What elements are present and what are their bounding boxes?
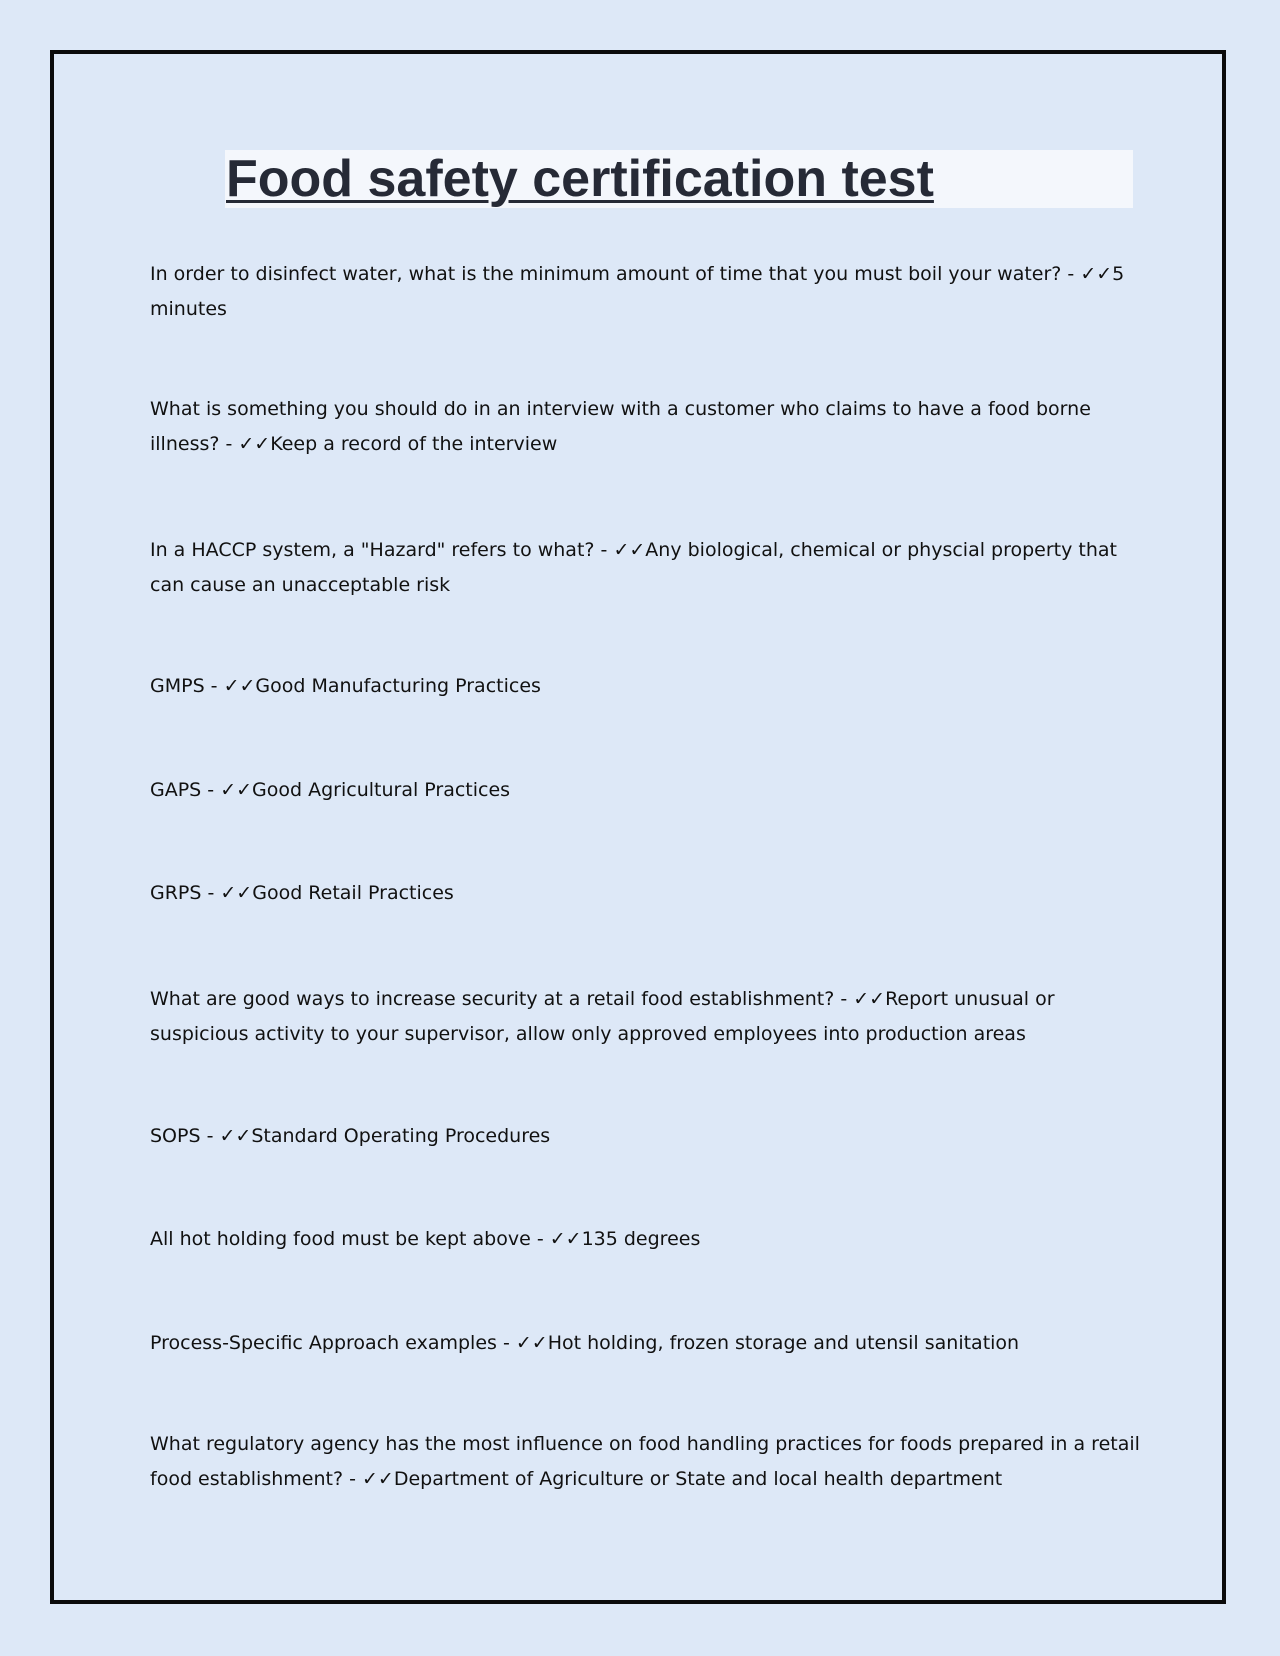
separator: - <box>530 1228 550 1250</box>
answer-text: 5 minutes <box>150 263 1125 320</box>
double-check-icon: ✓✓ <box>515 1332 548 1354</box>
separator: - <box>496 1332 516 1354</box>
double-check-icon: ✓✓ <box>219 1125 252 1147</box>
answer-text: Hot holding, frozen storage and utensil sanitation <box>547 1332 1020 1354</box>
separator: - <box>219 433 239 455</box>
answer-text: Any biological, chemical or physcial property that can cause an unacceptable risk <box>150 539 1117 596</box>
qa-item <box>150 1326 1140 1361</box>
answer-text: Report unusual or suspicious activity to your supervisor, allow only approved employees into production areas <box>150 988 1055 1045</box>
question-text: What regulatory agency has the most influence on food handling practices for foods prepared in a retail food establishment? <box>150 1433 1140 1490</box>
separator: - <box>201 882 221 904</box>
separator: - <box>204 675 224 697</box>
question-text: In a HACCP system, a "Hazard" refers to what? <box>150 539 595 561</box>
answer-text: Good Retail Practices <box>252 882 454 904</box>
separator: - <box>594 539 614 561</box>
double-check-icon: ✓✓ <box>238 433 271 455</box>
answer-text: Standard Operating Procedures <box>251 1125 551 1147</box>
qa-item <box>150 1222 1140 1257</box>
double-check-icon: ✓✓ <box>362 1468 394 1490</box>
qa-item <box>150 669 1140 704</box>
separator: - <box>1061 263 1081 285</box>
qa-item <box>150 257 1140 327</box>
answer-text: 135 degrees <box>581 1228 701 1250</box>
qa-item <box>150 982 1140 1052</box>
question-text: What are good ways to increase security at a retail food establishment? <box>150 988 835 1010</box>
qa-item <box>150 533 1140 603</box>
double-check-icon: ✓✓ <box>220 779 253 801</box>
answer-text: Good Agricultural Practices <box>252 779 511 801</box>
separator: - <box>834 988 854 1010</box>
answer-text: Department of Agriculture or State and local health department <box>393 1468 1003 1490</box>
qa-item <box>150 1119 1140 1154</box>
question-text: GRPS <box>150 882 202 904</box>
question-text: Process-Specific Approach examples <box>150 1332 497 1354</box>
qa-item <box>150 773 1140 808</box>
double-check-icon: ✓✓ <box>1080 263 1113 285</box>
double-check-icon: ✓✓ <box>223 675 256 697</box>
answer-text: Keep a record of the interview <box>270 433 558 455</box>
qa-item <box>150 876 1140 911</box>
double-check-icon: ✓✓ <box>549 1228 582 1250</box>
question-text: SOPS <box>150 1125 201 1147</box>
double-check-icon: ✓✓ <box>613 539 646 561</box>
separator: - <box>201 779 221 801</box>
question-text: In order to disinfect water, what is the minimum amount of time that you must boil your water? <box>150 263 1062 285</box>
question-text: All hot holding food must be kept above <box>150 1228 531 1250</box>
separator: - <box>200 1125 220 1147</box>
page-title: Food safety certification test <box>226 150 934 208</box>
double-check-icon: ✓✓ <box>220 882 253 904</box>
qa-item <box>150 392 1140 462</box>
question-text: What is something you should do in an interview with a customer who claims to have a food borne illness? <box>150 398 1091 455</box>
separator: - <box>343 1468 362 1490</box>
qa-item <box>150 1427 1140 1497</box>
answer-text: Good Manufacturing Practices <box>255 675 541 697</box>
question-text: GMPS <box>150 675 205 697</box>
double-check-icon: ✓✓ <box>853 988 886 1010</box>
question-text: GAPS <box>150 779 202 801</box>
